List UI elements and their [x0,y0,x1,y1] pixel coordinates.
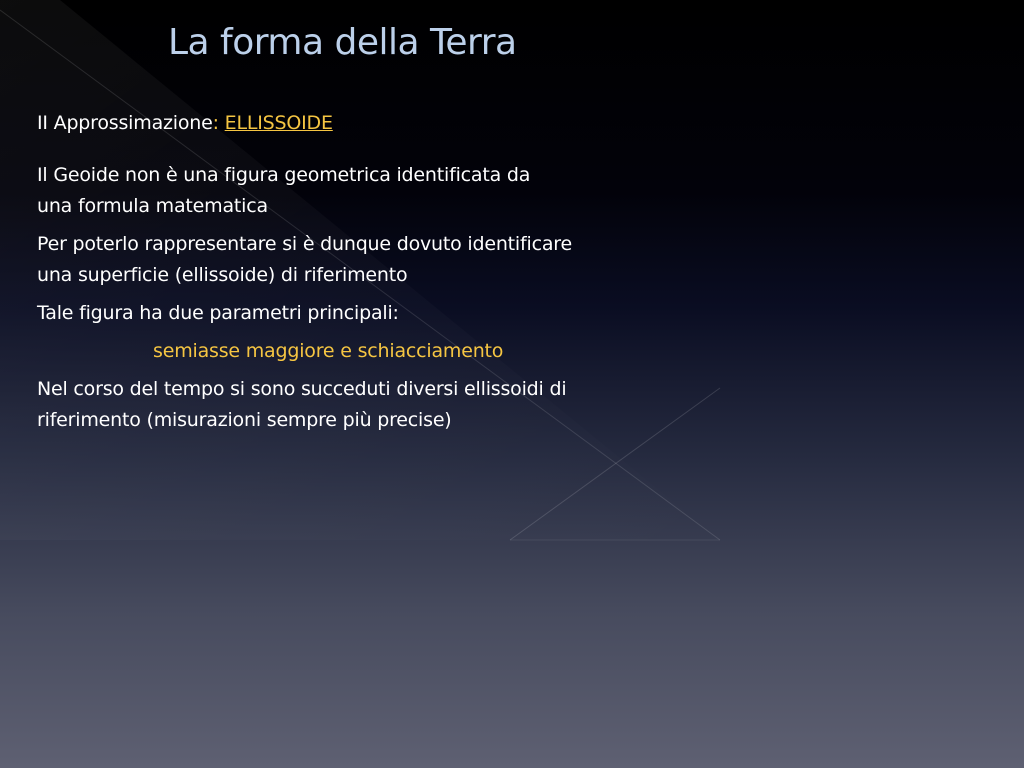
paragraph-geoide [37,160,737,222]
ellissoide-link[interactable]: ELLISSOIDE [224,112,333,134]
paragraph-ellissoidi [37,374,737,436]
subtitle-prefix: II Approssimazione [37,112,213,134]
slide-title: La forma della Terra [168,22,517,63]
paragraph-parametri [37,298,737,329]
paragraph-rappresentare [37,229,737,291]
paragraph-line: Il Geoide non è una figura geometrica identificata da [37,164,531,186]
paragraph-line: Tale figura ha due parametri principali: [37,302,399,324]
paragraph-line: Nel corso del tempo si sono succeduti diversi ellissoidi di [37,378,567,400]
subtitle-line [37,108,737,139]
slide-content [37,108,737,443]
parameters-highlight: semiasse maggiore e schiacciamento [153,340,504,362]
paragraph-line: riferimento (misurazioni sempre più precise) [37,409,452,431]
paragraph-line: una formula matematica [37,195,268,217]
paragraph-line: Per poterlo rappresentare si è dunque dovuto identificare [37,233,572,255]
subtitle-colon: : [212,112,219,134]
paragraph-line: una superficie (ellissoide) di riferimento [37,264,408,286]
